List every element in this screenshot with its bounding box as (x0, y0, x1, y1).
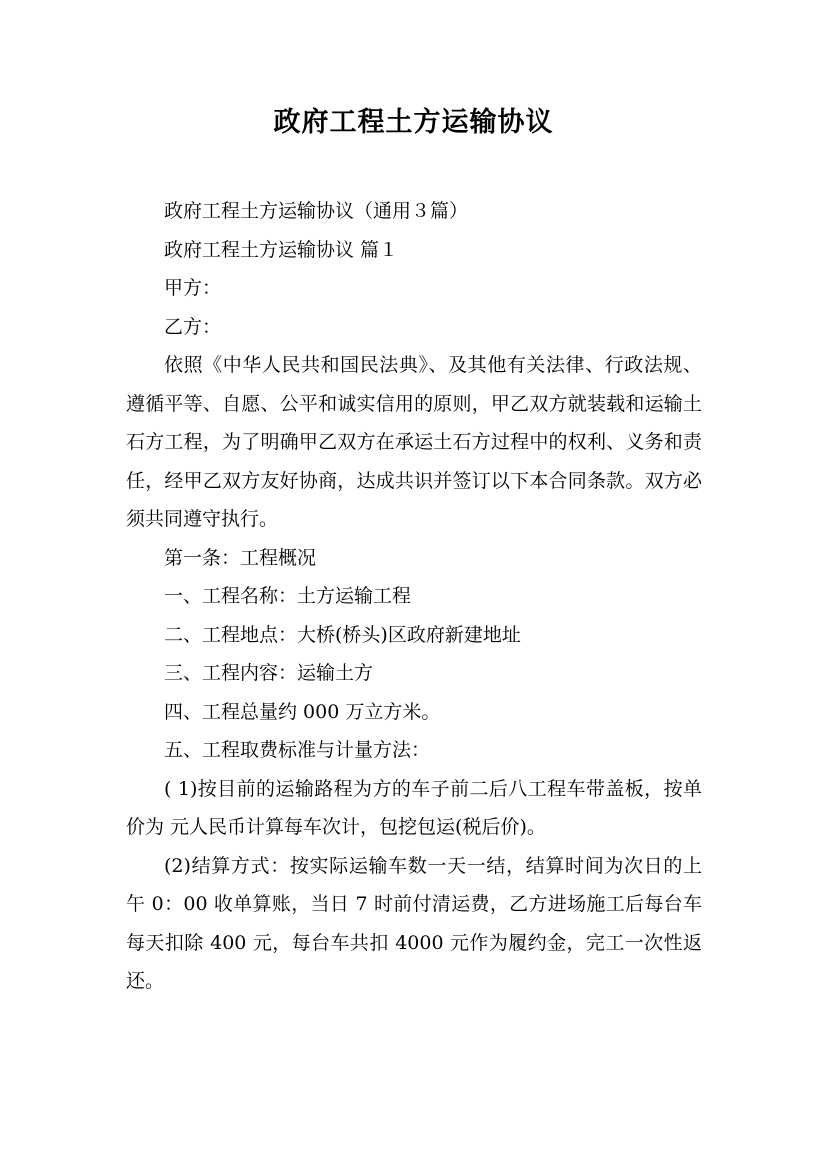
paragraph-project-name: 一、工程名称：土方运输工程 (164, 585, 412, 607)
paragraph-party-a: 甲方： (164, 277, 222, 299)
paragraph-project-content: 三、工程内容：运输土方 (164, 662, 374, 684)
paragraph-section-heading: 政府工程土方运输协议 篇１ (164, 238, 399, 261)
paragraph-settlement: (2)结算方式：按实际运输车数一天一结，结算时间为次日的上午 0：00 收单算账，当日 7 时前付清运费，乙方进场施工后每台车每天扣除 400 元，每台车共扣 4000 元作为履约金，完工一次性返还。 (126, 854, 702, 992)
paragraph-subtitle: 政府工程土方运输协议（通用３篇） (164, 200, 469, 222)
paragraph-pricing: ( 1)按目前的运输路程为方的车子前二后八工程车带盖板，按单价为 元人民币计算每车次计，包挖包运(税后价)。 (126, 777, 702, 838)
document-title: 政府工程土方运输协议 (273, 107, 554, 138)
paragraph-party-b: 乙方： (164, 315, 222, 338)
paragraph-project-location: 二、工程地点：大桥(桥头)区政府新建地址 (164, 623, 521, 646)
document-body (126, 192, 702, 1001)
paragraph-fee-standard: 五、工程取费标准与计量方法： (164, 739, 431, 761)
paragraph-project-volume: 四、工程总量约 000 万立方米。 (164, 700, 441, 723)
paragraph-article-1: 第一条：工程概况 (164, 546, 317, 569)
paragraph-preamble: 依照《中华人民共和国民法典》、及其他有关法律、行政法规、遵循平等、自愿、公平和诚实信用的原则，甲乙双方就装载和运输土石方工程，为了明确甲乙双方在承运土石方过程中的权利、义务和责任，经甲乙双方友好协商，达成共识并签订以下本合同条款。双方必须共同遵守执行。 (126, 354, 702, 530)
